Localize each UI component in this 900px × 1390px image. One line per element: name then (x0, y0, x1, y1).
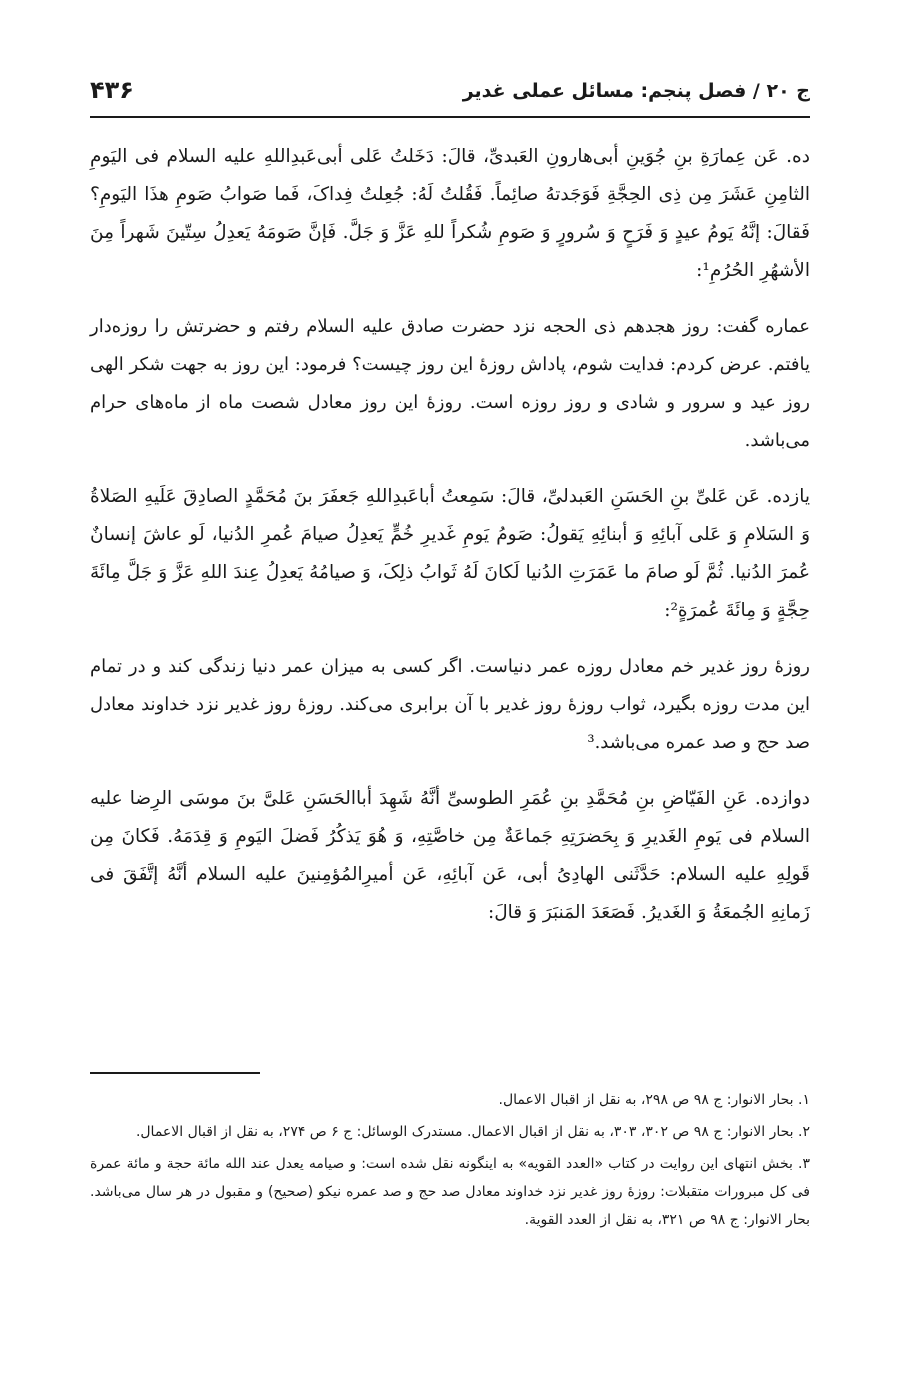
header-divider (90, 116, 810, 118)
footnotes (90, 1086, 810, 1238)
paragraph-hadith-10-translation: عماره گفت: روز هجدهم ذی الحجه نزد حضرت صادق علیه السلام رفتم و حضرتش را روزه‌دار یافتم. عرض کردم: فدایت شوم، پاداش روزهٔ این روز چیست؟ فرمود: این روز به جهت شکر الهی روز عید و سرور و شادی و روز روزه است. روزهٔ این روز معادل شصت ماه از ماه‌های حرام می‌باشد. (90, 316, 810, 451)
paragraph-hadith-10-arabic: ده. عَن عِمارَةِ بنِ جُوَینِ أبی‌هارونِ العَبدیِّ، قالَ: دَخَلتُ عَلی أبی‌عَبدِاللهِ علیه السلام فی الیَومِ الثامِنِ عَشَرَ مِن ذِی الحِجَّةِ فَوَجَدتهُ صائِماً. فَقُلتُ لَهُ: جُعِلتُ فِداکَ، فَما صَوابُ صَومِ هذَا الیَومِ؟ فَقالَ: إنَّهُ یَومُ عیدٍ وَ فَرَحٍ وَ سُرورٍ وَ صَومِ شُکراً للهِ عَزَّ وَ جَلَّ. فَإنَّ صَومَهُ یَعدِلُ سِتّینَ شَهراً مِنَ الأشهُرِ الحُرُمِ¹: (90, 146, 810, 281)
page-number: ۴۳۶ (90, 76, 134, 104)
paragraph-hadith-11-arabic: یازده. عَن عَلیِّ بنِ الحَسَنِ العَبدلیِّ، قالَ: سَمِعتُ أباعَبدِاللهِ جَعفَرَ بنَ مُحَمَّدٍ الصادِقَ عَلَیهِ الصَلاةُ وَ السَلامِ وَ عَلی آبائِهِ وَ أبنائِهِ یَقولُ: صَومُ یَومِ غَدیرِ خُمٍّ یَعدِلُ صیامَ عُمرِ الدُنیا، لَو عاشَ إنسانٌ عُمرَ الدُنیا. ثُمَّ لَو صامَ ما عَمَرَتِ الدُنیا لَکانَ لَهُ ثَوابُ ذلِکَ، وَ صیامُهُ یَعدِلُ عِندَ اللهِ عَزَّ وَ جَلَّ مِائَةَ حِجَّةٍ وَ مِائَةَ عُمرَةٍ²: (90, 486, 810, 621)
footnote-3: ۳. بخش انتهای این روایت در کتاب «العدد القویه» به اینگونه نقل شده است: و صیامه یعدل عند الله مائة حجة و مائة عمرة فی کل مبرورات متقبلات: روزهٔ روز غدیر نزد خداوند معادل صد حج و صد عمره نیکو (صحیح) و مقبول در هر سال می‌باشد. بحار الانوار: ج ۹۸ ص ۳۲۱، به نقل از العدد القویة. (90, 1156, 810, 1228)
footnote-divider (90, 1072, 260, 1074)
paragraph-hadith-11-translation: روزهٔ روز غدیر خم معادل روزه عمر دنیاست. اگر کسی به میزان عمر دنیا زندگی کند و در تمام این مدت روزه بگیرد، ثواب روزهٔ روز غدیر با آن برابری می‌کند. روزهٔ روز غدیر نزد خداوند معادل صد حج و صد عمره می‌باشد.³ (90, 656, 810, 753)
paragraph-hadith-12-arabic: دوازده. عَنِ الفَیّاضِ بنِ مُحَمَّدِ بنِ عُمَرِ الطوسیِّ أنَّهُ شَهِدَ أباالحَسَنِ عَلیَّ بنَ موسَی الرِضا علیه السلام فی یَومِ الغَدیرِ وَ بِحَضرَتِهِ جَماعَةٌ مِن خاصَّتِهِ، وَ هُوَ یَذکُرُ فَضلَ الیَومِ وَ قِدَمَهُ. فَکانَ مِن قَولِهِ علیه السلام: حَدَّثَنی الهادِیُ أبی، عَن آبائِهِ، عَن أمیرِالمُؤمِنینَ علیه السلام أنَّهُ إتَّفَقَ فی زَمانِهِ الجُمعَةُ وَ الغَدیرُ. فَصَعَدَ المَنبَرَ وَ قالَ: (90, 788, 810, 923)
book-page (90, 60, 810, 1228)
footnote-1: ۱. بحار الانوار: ج ۹۸ ص ۲۹۸، به نقل از اقبال الاعمال. (498, 1092, 810, 1108)
page-header (90, 60, 810, 114)
main-text (90, 138, 810, 950)
running-header-title: ج ۲۰ / فصل پنجم: مسائل عملی غدیر (462, 80, 810, 102)
footnote-2: ۲. بحار الانوار: ج ۹۸ ص ۳۰۲، ۳۰۳، به نقل از اقبال الاعمال. مستدرک الوسائل: ج ۶ ص ۲۷۴، به نقل از اقبال الاعمال. (135, 1124, 810, 1140)
